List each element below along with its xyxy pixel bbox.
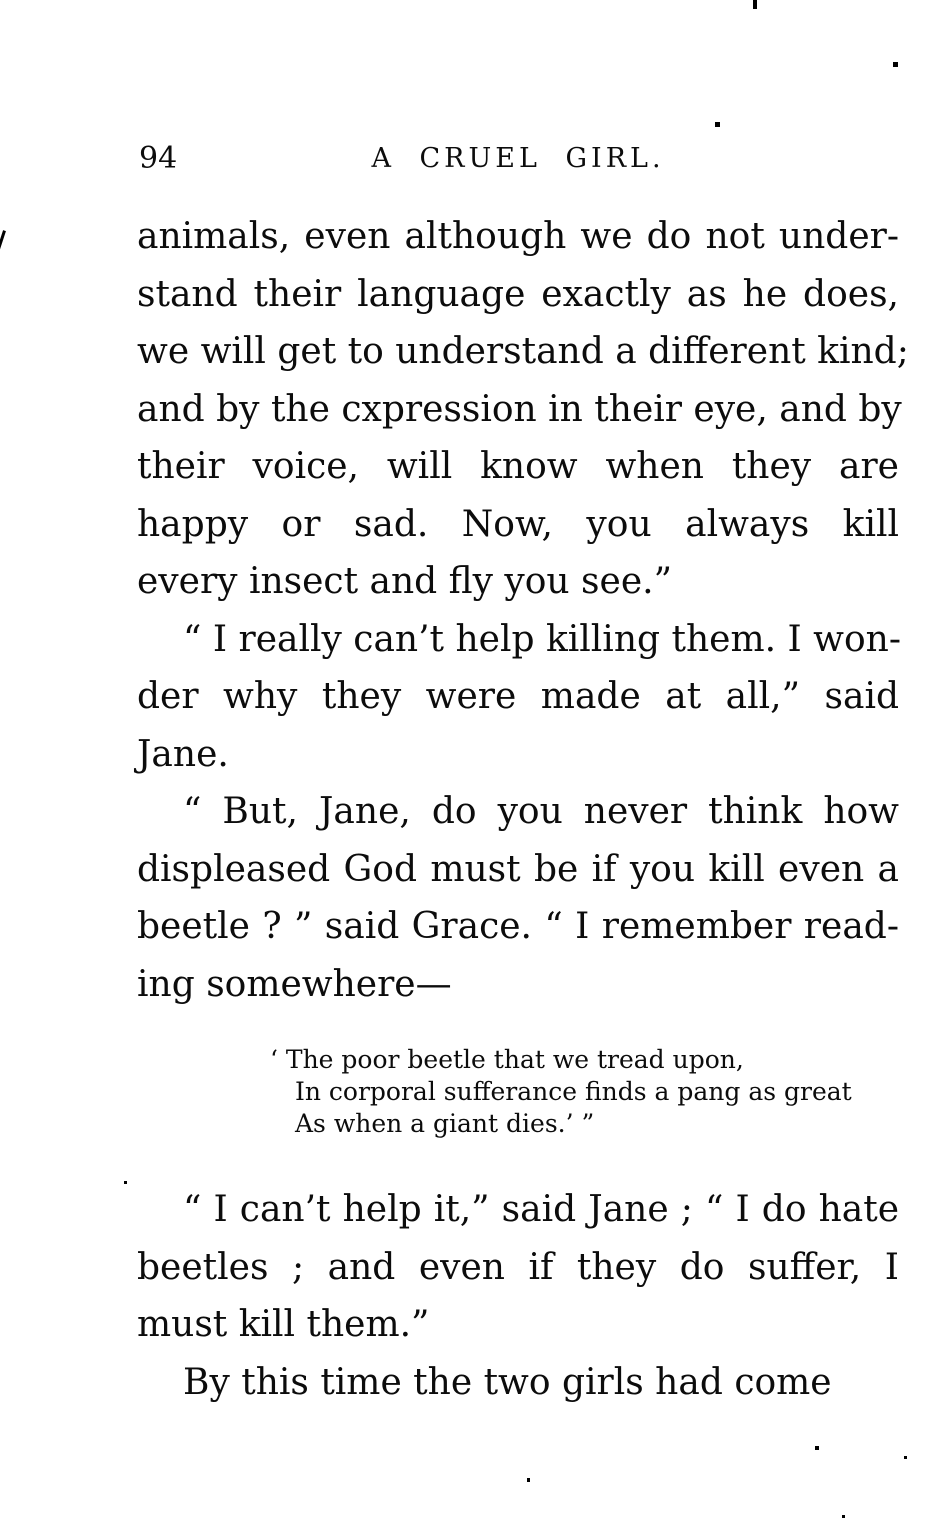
verse-line: In corporal sufferance finds a pang as great: [295, 1077, 852, 1106]
text-line: stand their language exactly as he does,: [137, 273, 899, 315]
text-line: ing somewhere—: [137, 963, 452, 1005]
page-text: [137, 208, 909, 1411]
text-line: beetles ; and even if they do suffer, I: [137, 1246, 899, 1288]
scan-speck: [815, 1446, 819, 1450]
scan-speck: [715, 122, 720, 127]
paragraph-3: [137, 783, 899, 1013]
scan-speck: [904, 1456, 907, 1459]
text-line: happy or sad. Now, you always kill: [137, 503, 899, 545]
verse-line: ‘ The poor beetle that we tread upon,: [270, 1045, 744, 1074]
text-line: every insect and fly you see.”: [137, 561, 672, 602]
paragraph-2: [137, 611, 899, 784]
text-line: displeased God must be if you kill even a: [137, 848, 899, 890]
scan-speck: [842, 1515, 845, 1518]
text-line: beetle ? ” said Grace. “ I remember read-: [137, 906, 899, 947]
page-header: [137, 143, 899, 179]
text-line: and by the cxpression in their eye, and by: [137, 388, 902, 430]
text-line: By this time the two girls had come: [183, 1361, 832, 1403]
paragraph-1: [137, 208, 909, 611]
scan-speck: [0, 230, 6, 256]
text-line: we will get to understand a different kind;: [137, 331, 909, 372]
text-line: “ But, Jane, do you never think how: [183, 791, 899, 832]
page-number: 94: [139, 141, 178, 176]
text-line: “ I really can’t help killing them. I won-: [183, 618, 901, 660]
verse-quote: [270, 1044, 899, 1140]
scan-speck: [893, 62, 898, 67]
scan-speck: [753, 0, 757, 9]
text-line: must kill them.”: [137, 1304, 430, 1345]
text-line: Jane.: [137, 733, 229, 775]
scan-speck: [527, 1478, 530, 1482]
text-line: der why they were made at all,” said: [137, 676, 899, 717]
text-line: animals, even although we do not under-: [137, 216, 899, 257]
verse-line: As when a giant dies.’ ”: [295, 1109, 595, 1138]
running-title: A CRUEL GIRL.: [371, 143, 665, 174]
text-line: their voice, will know when they are: [137, 446, 899, 487]
text-line: “ I can’t help it,” said Jane ; “ I do hate: [183, 1189, 899, 1230]
paragraph-5: [137, 1354, 899, 1412]
paragraph-4: [137, 1181, 899, 1354]
scan-speck: [124, 1181, 127, 1184]
